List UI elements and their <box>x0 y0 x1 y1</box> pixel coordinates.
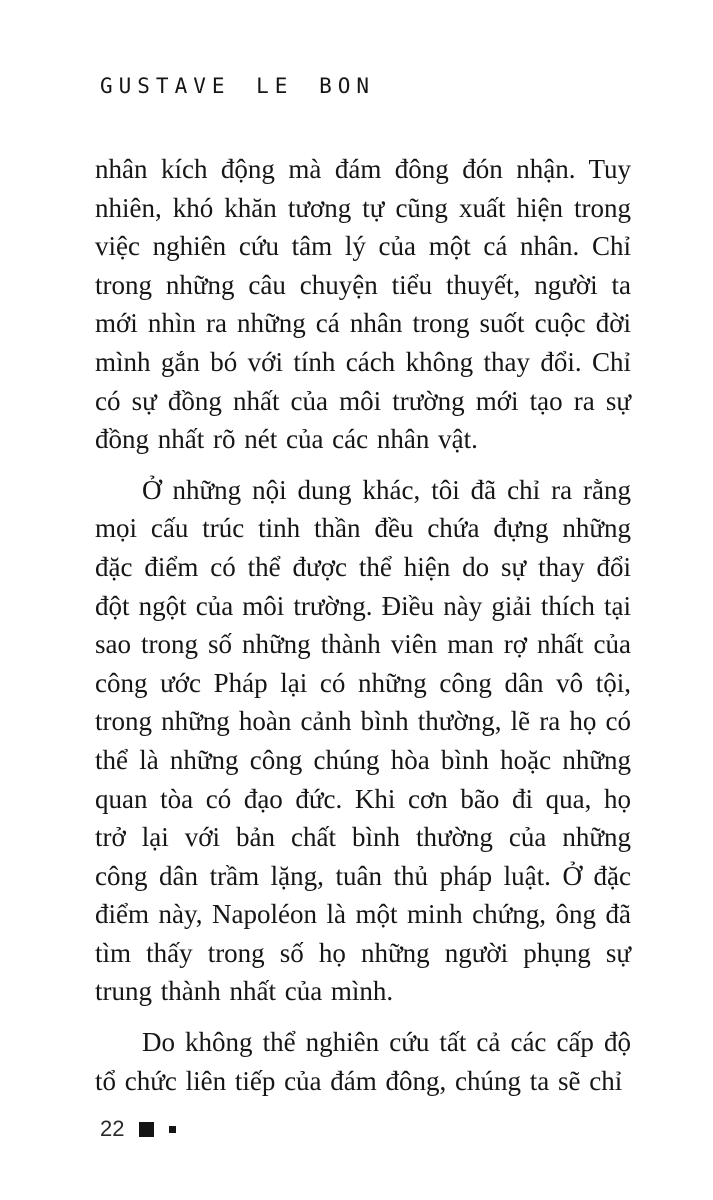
paragraph: Ở những nội dung khác, tôi đã chỉ ra rằng mọi cấu trúc tinh thần đều chứa đựng những đặc điểm có thể được thể hiện do sự thay đổi đột ngột của môi trường. Điều này giải thích tại sao trong số những thành viên man rợ nhất của công ước Pháp lại có những công dân vô tội, trong những hoàn cảnh bình thường, lẽ ra họ có thể là những công chúng hòa bình hoặc những quan tòa có đạo đức. Khi cơn bão đi qua, họ trở lại với bản chất bình thường của những công dân trầm lặng, tuân thủ pháp luật. Ở đặc điểm này, Napoléon là một minh chứng, ông đã tìm thấy trong số họ những người phụng sự trung thành nhất của mình. <box>95 474 631 1007</box>
filled-square-large-icon <box>139 1122 154 1137</box>
filled-square-small-icon <box>169 1126 176 1133</box>
page-number: 22 <box>100 1116 125 1141</box>
paragraph: Do không thể nghiên cứu tất cả các cấp độ tổ chức liên tiếp của đám đông, chúng ta sẽ chỉ <box>95 1027 631 1096</box>
page-body-text <box>95 150 631 1112</box>
page-footer <box>100 1118 176 1140</box>
running-header-author: GUSTAVE LE BON <box>100 74 376 98</box>
paragraph: nhân kích động mà đám đông đón nhận. Tuy nhiên, khó khăn tương tự cũng xuất hiện trong việc nghiên cứu tâm lý của một cá nhân. Chỉ trong những câu chuyện tiểu thuyết, người ta mới nhìn ra những cá nhân trong suốt cuộc đời mình gắn bó với tính cách không thay đổi. Chỉ có sự đồng nhất của môi trường mới tạo ra sự đồng nhất rõ nét của các nhân vật. <box>95 154 631 455</box>
